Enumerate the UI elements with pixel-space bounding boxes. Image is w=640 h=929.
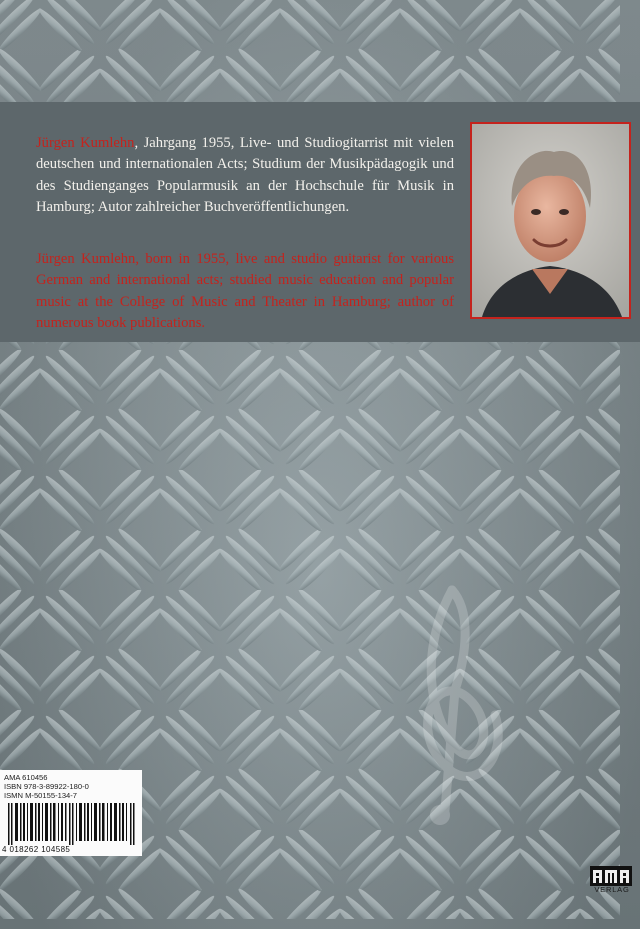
author-photo <box>470 122 631 319</box>
order-number: AMA 610456 <box>4 773 48 782</box>
author-bio-german-text: , Jahrgang 1955, Live- und Studiogitarrist mit vielen deutschen und internationalen Acts; Studium der Musikpädagogik und des Studienganges Popularmusik an der Hochschule für Musik in Hamburg; Autor zahlreicher Buchveröffentlichungen. <box>36 134 455 216</box>
ismn-number: ISMN M-50155-134-7 <box>4 791 78 800</box>
author-bio-english: Jürgen Kumlehn, born in 1955, live and studio guitarist for various German and international acts; studied music education and popular music at the College of Music and Theater in Hamburg; author of numerous book publications. <box>36 250 454 332</box>
author-name-german: Jürgen Kumlehn <box>36 134 135 151</box>
author-portrait-illustration <box>472 124 629 317</box>
publisher-name: VERLAG <box>594 885 630 894</box>
author-bio-german <box>36 133 454 219</box>
barcode-panel <box>0 770 142 856</box>
ean-barcode-bars <box>8 803 136 845</box>
isbn-number: ISBN 978-3-89922-180-0 <box>4 782 89 791</box>
barcode-digits: 4 018262 104585 <box>2 845 71 854</box>
